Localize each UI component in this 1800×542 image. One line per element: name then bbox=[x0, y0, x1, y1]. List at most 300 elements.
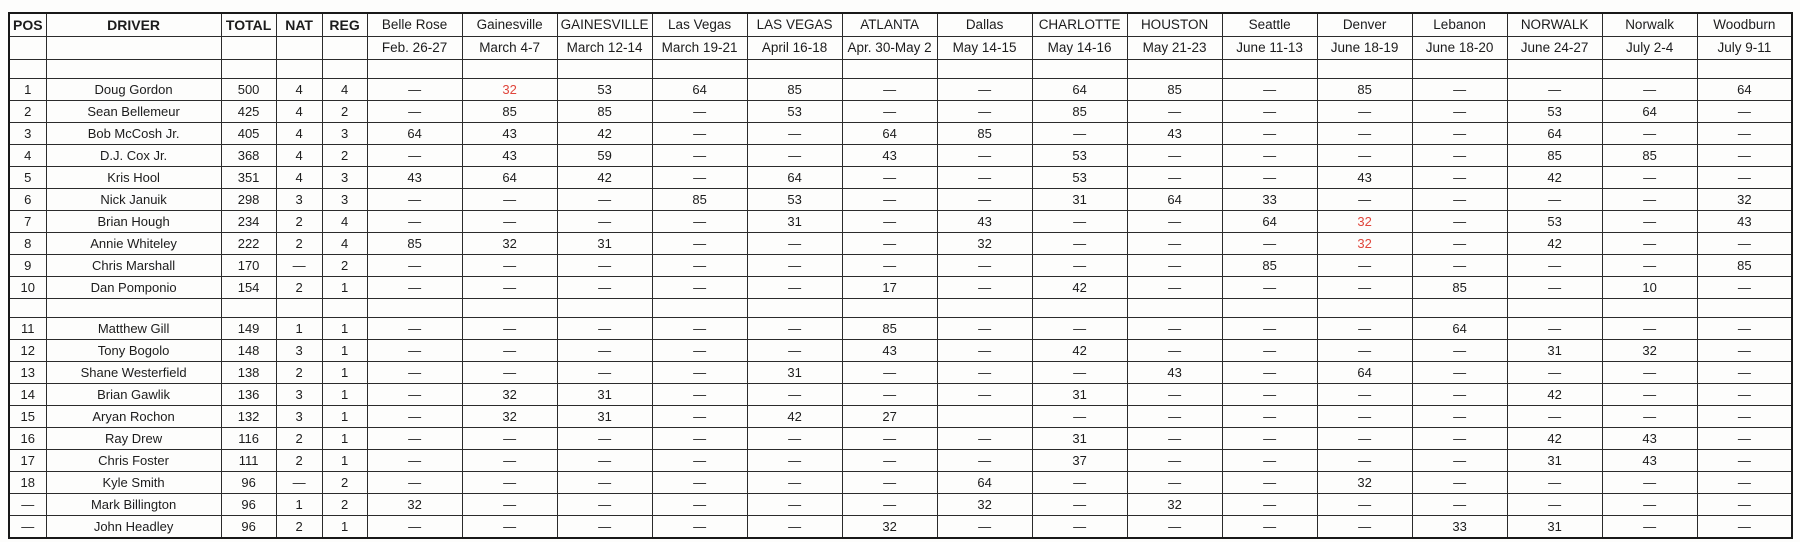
result-cell: — bbox=[1697, 516, 1792, 539]
spacer-cell bbox=[1697, 60, 1792, 79]
result-cell: 42 bbox=[557, 123, 652, 145]
result-cell: — bbox=[367, 145, 462, 167]
result-cell: 85 bbox=[842, 318, 937, 340]
result-cell: — bbox=[1317, 255, 1412, 277]
result-cell: 85 bbox=[1412, 277, 1507, 299]
nat-cell: 2 bbox=[276, 362, 322, 384]
result-cell: — bbox=[1127, 384, 1222, 406]
result-cell: — bbox=[1602, 233, 1697, 255]
result-cell: — bbox=[842, 362, 937, 384]
nat-cell: — bbox=[276, 255, 322, 277]
result-cell: — bbox=[1697, 494, 1792, 516]
result-cell: 43 bbox=[1602, 450, 1697, 472]
spacer-cell bbox=[1507, 60, 1602, 79]
result-cell: — bbox=[937, 145, 1032, 167]
table-row bbox=[9, 189, 1792, 211]
result-cell: — bbox=[557, 472, 652, 494]
event-date-header: March 12-14 bbox=[557, 37, 652, 60]
total-cell: 500 bbox=[221, 79, 276, 101]
result-cell: — bbox=[1317, 428, 1412, 450]
nat-cell: 2 bbox=[276, 211, 322, 233]
result-cell: 43 bbox=[1317, 167, 1412, 189]
table-row bbox=[9, 472, 1792, 494]
event-date-header: June 11-13 bbox=[1222, 37, 1317, 60]
driver-name: Shane Westerfield bbox=[46, 362, 221, 384]
result-cell: — bbox=[842, 233, 937, 255]
result-cell: — bbox=[1127, 516, 1222, 539]
result-cell: 85 bbox=[1222, 255, 1317, 277]
spacer-row-mid bbox=[9, 299, 1792, 318]
result-cell: — bbox=[1032, 494, 1127, 516]
spacer-cell bbox=[322, 60, 367, 79]
spacer-cell bbox=[322, 299, 367, 318]
table-row bbox=[9, 384, 1792, 406]
total-cell: 96 bbox=[221, 494, 276, 516]
result-cell: — bbox=[1317, 406, 1412, 428]
result-cell: — bbox=[1032, 233, 1127, 255]
event-date-header: March 4-7 bbox=[462, 37, 557, 60]
event-city-header: NORWALK bbox=[1507, 13, 1602, 37]
pos-cell: 12 bbox=[9, 340, 46, 362]
result-cell: — bbox=[1032, 318, 1127, 340]
result-cell: — bbox=[462, 472, 557, 494]
result-cell: — bbox=[367, 101, 462, 123]
result-cell: — bbox=[842, 167, 937, 189]
result-cell: — bbox=[1222, 277, 1317, 299]
result-cell: — bbox=[1602, 406, 1697, 428]
table-row bbox=[9, 340, 1792, 362]
result-cell: — bbox=[1507, 255, 1602, 277]
result-cell: — bbox=[747, 516, 842, 539]
event-city-header: Seattle bbox=[1222, 13, 1317, 37]
result-cell: — bbox=[747, 494, 842, 516]
driver-name: Kyle Smith bbox=[46, 472, 221, 494]
total-cell: 132 bbox=[221, 406, 276, 428]
spacer-cell bbox=[1602, 299, 1697, 318]
points-standings-table bbox=[8, 12, 1793, 539]
result-cell: 85 bbox=[747, 79, 842, 101]
result-cell: — bbox=[652, 318, 747, 340]
total-cell: 368 bbox=[221, 145, 276, 167]
driver-name: Kris Hool bbox=[46, 167, 221, 189]
spacer-cell bbox=[221, 60, 276, 79]
driver-name: Matthew Gill bbox=[46, 318, 221, 340]
result-cell: — bbox=[1032, 123, 1127, 145]
reg-cell: 1 bbox=[322, 340, 367, 362]
driver-name: Brian Hough bbox=[46, 211, 221, 233]
result-cell: 31 bbox=[1032, 428, 1127, 450]
result-cell: — bbox=[1602, 167, 1697, 189]
result-cell: — bbox=[652, 516, 747, 539]
result-cell: — bbox=[367, 450, 462, 472]
result-cell: 42 bbox=[1032, 277, 1127, 299]
result-cell: — bbox=[937, 167, 1032, 189]
result-cell: — bbox=[937, 79, 1032, 101]
reg-cell: 3 bbox=[322, 189, 367, 211]
total-cell: 351 bbox=[221, 167, 276, 189]
result-cell: 31 bbox=[557, 384, 652, 406]
result-cell: — bbox=[557, 362, 652, 384]
result-cell: — bbox=[557, 255, 652, 277]
spacer-cell bbox=[221, 299, 276, 318]
result-cell: — bbox=[1127, 277, 1222, 299]
spacer-cell bbox=[557, 60, 652, 79]
result-cell: — bbox=[842, 101, 937, 123]
result-cell: — bbox=[937, 189, 1032, 211]
result-cell: — bbox=[1602, 384, 1697, 406]
result-cell: 32 bbox=[1317, 472, 1412, 494]
result-cell: — bbox=[747, 145, 842, 167]
reg-cell: 2 bbox=[322, 101, 367, 123]
event-city-header: Denver bbox=[1317, 13, 1412, 37]
result-cell: 32 bbox=[462, 406, 557, 428]
result-cell: — bbox=[1222, 79, 1317, 101]
result-cell: 64 bbox=[747, 167, 842, 189]
result-cell: — bbox=[1127, 472, 1222, 494]
result-cell: 53 bbox=[747, 101, 842, 123]
result-cell: 85 bbox=[367, 233, 462, 255]
result-cell: — bbox=[1032, 362, 1127, 384]
result-cell: — bbox=[1127, 211, 1222, 233]
reg-cell: 1 bbox=[322, 516, 367, 539]
result-cell: 31 bbox=[1507, 516, 1602, 539]
table-row bbox=[9, 145, 1792, 167]
result-cell: — bbox=[1697, 472, 1792, 494]
result-cell: — bbox=[652, 167, 747, 189]
table-row bbox=[9, 79, 1792, 101]
result-cell: — bbox=[1507, 318, 1602, 340]
result-cell: 59 bbox=[557, 145, 652, 167]
result-cell: — bbox=[1127, 255, 1222, 277]
result-cell: — bbox=[1602, 472, 1697, 494]
result-cell: — bbox=[1222, 145, 1317, 167]
result-cell: 53 bbox=[1032, 145, 1127, 167]
result-cell: 42 bbox=[1507, 233, 1602, 255]
result-cell: 53 bbox=[747, 189, 842, 211]
result-cell: — bbox=[937, 277, 1032, 299]
header-row-dates bbox=[9, 37, 1792, 60]
result-cell: 17 bbox=[842, 277, 937, 299]
event-city-header: ATLANTA bbox=[842, 13, 937, 37]
reg-cell: 1 bbox=[322, 362, 367, 384]
table-row bbox=[9, 516, 1792, 539]
result-cell: — bbox=[1697, 277, 1792, 299]
spacer-cell bbox=[462, 299, 557, 318]
spacer-cell bbox=[9, 299, 46, 318]
result-cell: — bbox=[462, 211, 557, 233]
result-cell: — bbox=[1317, 340, 1412, 362]
result-cell: — bbox=[462, 318, 557, 340]
driver-name: Brian Gawlik bbox=[46, 384, 221, 406]
result-cell: — bbox=[367, 340, 462, 362]
nat-cell: 4 bbox=[276, 101, 322, 123]
result-cell: — bbox=[1317, 384, 1412, 406]
driver-name: Chris Foster bbox=[46, 450, 221, 472]
event-date-header: June 24-27 bbox=[1507, 37, 1602, 60]
result-cell: — bbox=[1317, 145, 1412, 167]
nat-cell: 4 bbox=[276, 79, 322, 101]
result-cell: — bbox=[462, 277, 557, 299]
result-cell: 43 bbox=[937, 211, 1032, 233]
spacer-cell bbox=[46, 299, 221, 318]
nat-cell: 3 bbox=[276, 384, 322, 406]
result-cell: — bbox=[1127, 406, 1222, 428]
driver-name: Sean Bellemeur bbox=[46, 101, 221, 123]
spacer-cell bbox=[1602, 60, 1697, 79]
result-cell: — bbox=[1697, 318, 1792, 340]
pos-cell: 4 bbox=[9, 145, 46, 167]
event-date-header: April 16-18 bbox=[747, 37, 842, 60]
empty-header-cell bbox=[221, 37, 276, 60]
result-cell: — bbox=[1127, 145, 1222, 167]
table-row bbox=[9, 277, 1792, 299]
result-cell: — bbox=[557, 428, 652, 450]
total-cell: 298 bbox=[221, 189, 276, 211]
result-cell: — bbox=[1222, 516, 1317, 539]
result-cell bbox=[937, 406, 1032, 428]
result-cell: — bbox=[1412, 472, 1507, 494]
result-cell: — bbox=[1127, 428, 1222, 450]
result-cell: — bbox=[367, 79, 462, 101]
result-cell: — bbox=[1222, 362, 1317, 384]
result-cell: — bbox=[462, 516, 557, 539]
spacer-cell bbox=[842, 299, 937, 318]
result-cell: — bbox=[1697, 450, 1792, 472]
result-cell: — bbox=[1602, 123, 1697, 145]
result-cell: — bbox=[1412, 340, 1507, 362]
event-city-header: GAINESVILLE bbox=[557, 13, 652, 37]
event-date-header: June 18-19 bbox=[1317, 37, 1412, 60]
nat-cell: 2 bbox=[276, 516, 322, 539]
result-cell: — bbox=[462, 494, 557, 516]
result-cell: — bbox=[747, 472, 842, 494]
result-cell: — bbox=[1697, 233, 1792, 255]
result-cell: 53 bbox=[1032, 167, 1127, 189]
result-cell: 43 bbox=[842, 145, 937, 167]
result-cell: 31 bbox=[747, 211, 842, 233]
reg-cell: 2 bbox=[322, 494, 367, 516]
nat-cell: 1 bbox=[276, 318, 322, 340]
reg-cell: 1 bbox=[322, 318, 367, 340]
event-date-header: May 21-23 bbox=[1127, 37, 1222, 60]
total-cell: 96 bbox=[221, 472, 276, 494]
reg-cell: 4 bbox=[322, 233, 367, 255]
table-row bbox=[9, 362, 1792, 384]
result-cell: — bbox=[1697, 123, 1792, 145]
result-cell: — bbox=[367, 189, 462, 211]
result-cell: — bbox=[1317, 494, 1412, 516]
spacer-cell bbox=[557, 299, 652, 318]
result-cell: 10 bbox=[1602, 277, 1697, 299]
result-cell: 33 bbox=[1222, 189, 1317, 211]
result-cell: — bbox=[557, 494, 652, 516]
result-cell: 32 bbox=[462, 79, 557, 101]
event-city-header: LAS VEGAS bbox=[747, 13, 842, 37]
column-header-reg: REG bbox=[322, 13, 367, 37]
result-cell: 64 bbox=[367, 123, 462, 145]
total-cell: 148 bbox=[221, 340, 276, 362]
result-cell: 64 bbox=[937, 472, 1032, 494]
table-row bbox=[9, 233, 1792, 255]
result-cell: — bbox=[1412, 428, 1507, 450]
result-cell: — bbox=[652, 211, 747, 233]
result-cell: — bbox=[1602, 318, 1697, 340]
spacer-cell bbox=[1317, 299, 1412, 318]
event-date-header: Feb. 26-27 bbox=[367, 37, 462, 60]
result-cell: — bbox=[1602, 189, 1697, 211]
driver-name: Nick Januik bbox=[46, 189, 221, 211]
result-cell: 85 bbox=[462, 101, 557, 123]
result-cell: — bbox=[1412, 233, 1507, 255]
result-cell: — bbox=[937, 362, 1032, 384]
spacer-cell bbox=[46, 60, 221, 79]
result-cell: 32 bbox=[1127, 494, 1222, 516]
result-cell: — bbox=[1412, 123, 1507, 145]
result-cell: — bbox=[652, 428, 747, 450]
driver-name: Aryan Rochon bbox=[46, 406, 221, 428]
nat-cell: 3 bbox=[276, 406, 322, 428]
result-cell: — bbox=[937, 340, 1032, 362]
result-cell: — bbox=[367, 318, 462, 340]
result-cell: 85 bbox=[1317, 79, 1412, 101]
event-city-header: Norwalk bbox=[1602, 13, 1697, 37]
result-cell: — bbox=[1507, 472, 1602, 494]
result-cell: — bbox=[1032, 472, 1127, 494]
driver-name: Chris Marshall bbox=[46, 255, 221, 277]
column-header-driver: DRIVER bbox=[46, 13, 221, 37]
result-cell: 64 bbox=[1697, 79, 1792, 101]
nat-cell: 4 bbox=[276, 145, 322, 167]
result-cell: — bbox=[652, 362, 747, 384]
result-cell: — bbox=[747, 255, 842, 277]
total-cell: 96 bbox=[221, 516, 276, 539]
pos-cell: 1 bbox=[9, 79, 46, 101]
result-cell: — bbox=[1222, 428, 1317, 450]
result-cell: — bbox=[1127, 101, 1222, 123]
pos-cell: 5 bbox=[9, 167, 46, 189]
total-cell: 170 bbox=[221, 255, 276, 277]
result-cell: — bbox=[367, 255, 462, 277]
total-cell: 222 bbox=[221, 233, 276, 255]
event-date-header: May 14-15 bbox=[937, 37, 1032, 60]
result-cell: — bbox=[367, 211, 462, 233]
result-cell: — bbox=[1317, 189, 1412, 211]
result-cell: — bbox=[1412, 145, 1507, 167]
spacer-cell bbox=[1222, 60, 1317, 79]
result-cell: 42 bbox=[1507, 384, 1602, 406]
reg-cell: 2 bbox=[322, 145, 367, 167]
spacer-cell bbox=[1222, 299, 1317, 318]
spacer-cell bbox=[937, 299, 1032, 318]
event-city-header: CHARLOTTE bbox=[1032, 13, 1127, 37]
result-cell: 31 bbox=[1032, 384, 1127, 406]
result-cell: 64 bbox=[842, 123, 937, 145]
table-row bbox=[9, 428, 1792, 450]
result-cell: 64 bbox=[1127, 189, 1222, 211]
result-cell: — bbox=[1032, 516, 1127, 539]
result-cell: — bbox=[747, 233, 842, 255]
pos-cell: 7 bbox=[9, 211, 46, 233]
result-cell: 85 bbox=[1697, 255, 1792, 277]
result-cell: — bbox=[557, 211, 652, 233]
result-cell: — bbox=[937, 384, 1032, 406]
result-cell: 32 bbox=[1317, 211, 1412, 233]
total-cell: 111 bbox=[221, 450, 276, 472]
total-cell: 136 bbox=[221, 384, 276, 406]
result-cell: 64 bbox=[462, 167, 557, 189]
result-cell: — bbox=[1697, 340, 1792, 362]
result-cell: — bbox=[1602, 211, 1697, 233]
result-cell: — bbox=[1317, 516, 1412, 539]
driver-name: Ray Drew bbox=[46, 428, 221, 450]
result-cell: 32 bbox=[937, 233, 1032, 255]
pos-cell: 8 bbox=[9, 233, 46, 255]
result-cell: — bbox=[652, 450, 747, 472]
result-cell: — bbox=[462, 428, 557, 450]
result-cell: 43 bbox=[1127, 362, 1222, 384]
result-cell: — bbox=[1697, 428, 1792, 450]
event-city-header: Belle Rose bbox=[367, 13, 462, 37]
event-city-header: Dallas bbox=[937, 13, 1032, 37]
event-city-header: Gainesville bbox=[462, 13, 557, 37]
result-cell: — bbox=[367, 472, 462, 494]
driver-name: Tony Bogolo bbox=[46, 340, 221, 362]
result-cell: 43 bbox=[462, 123, 557, 145]
result-cell: — bbox=[367, 428, 462, 450]
pos-cell: 2 bbox=[9, 101, 46, 123]
result-cell: — bbox=[1507, 277, 1602, 299]
result-cell: — bbox=[1317, 123, 1412, 145]
result-cell: — bbox=[1507, 362, 1602, 384]
result-cell: — bbox=[842, 450, 937, 472]
empty-header-cell bbox=[46, 37, 221, 60]
driver-name: Bob McCosh Jr. bbox=[46, 123, 221, 145]
spacer-cell bbox=[1317, 60, 1412, 79]
spacer-cell bbox=[652, 60, 747, 79]
event-date-header: March 19-21 bbox=[652, 37, 747, 60]
result-cell: — bbox=[1222, 384, 1317, 406]
event-date-header: June 18-20 bbox=[1412, 37, 1507, 60]
result-cell: 32 bbox=[462, 233, 557, 255]
result-cell: — bbox=[462, 340, 557, 362]
result-cell: — bbox=[1222, 233, 1317, 255]
result-cell: — bbox=[652, 101, 747, 123]
result-cell: — bbox=[1697, 406, 1792, 428]
spacer-cell bbox=[1127, 299, 1222, 318]
result-cell: — bbox=[1127, 233, 1222, 255]
result-cell: — bbox=[1127, 318, 1222, 340]
spacer-cell bbox=[937, 60, 1032, 79]
result-cell: — bbox=[1412, 450, 1507, 472]
driver-name: John Headley bbox=[46, 516, 221, 539]
spacer-cell bbox=[276, 60, 322, 79]
result-cell: — bbox=[747, 277, 842, 299]
nat-cell: 2 bbox=[276, 233, 322, 255]
result-cell: — bbox=[842, 255, 937, 277]
result-cell: 53 bbox=[1507, 211, 1602, 233]
result-cell: 33 bbox=[1412, 516, 1507, 539]
pos-cell: 6 bbox=[9, 189, 46, 211]
table-row bbox=[9, 450, 1792, 472]
result-cell: — bbox=[1697, 167, 1792, 189]
result-cell: 43 bbox=[462, 145, 557, 167]
result-cell: — bbox=[557, 450, 652, 472]
table-row bbox=[9, 318, 1792, 340]
spacer-cell bbox=[842, 60, 937, 79]
result-cell: — bbox=[367, 516, 462, 539]
result-cell: — bbox=[652, 494, 747, 516]
result-cell: — bbox=[462, 255, 557, 277]
